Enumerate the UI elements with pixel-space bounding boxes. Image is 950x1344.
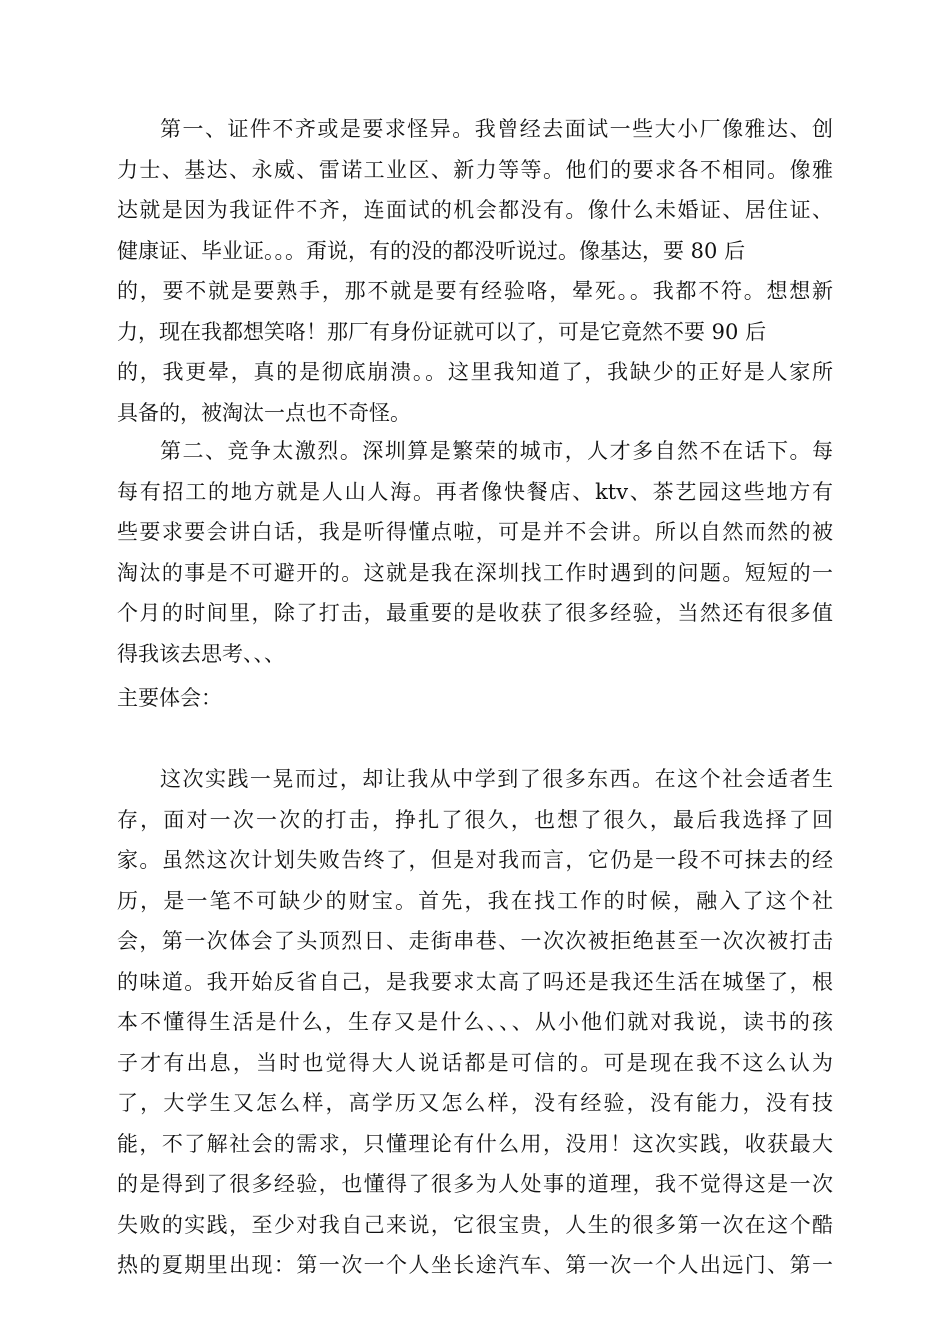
text-line: 得我该去思考、、、 <box>117 641 285 666</box>
text-line: 达就是因为我证件不齐，连面试的机会都没有。像什么未婚证、居住证、 <box>117 198 833 222</box>
text-line: 历，是一笔不可缺少的财宝。首先，我在找工作的时候，融入了这个社 <box>117 888 833 913</box>
text-line: 的味道。我开始反省自己，是我要求太高了吗还是我还生活在城堡了，根 <box>117 969 833 994</box>
paragraph-reflection <box>117 759 833 1286</box>
heading-main-experience: 主要体会： <box>117 686 222 710</box>
text-line: 第一、证件不齐或是要求怪异。我曾经去面试一些大小厂像雅达、创 <box>160 117 833 141</box>
section-heading <box>117 678 833 719</box>
text-line: 这次实践一晃而过，却让我从中学到了很多东西。在这个社会适者生 <box>160 767 833 791</box>
text-line: 的，我更晕，真的是彻底崩溃。。这里我知道了，我缺少的正好是人家所 <box>117 360 833 384</box>
text-line: 力，现在我都想笑咯！那厂有身份证就可以了，可是它竟然不要 90 后 <box>117 319 767 344</box>
text-line: 热的夏期里出现：第一次一个人坐长途汽车、第一次一个人出远门、第一 <box>117 1253 833 1277</box>
text-line: 的，要不就是要熟手，那不就是要有经验咯，晕死。。我都不符。想想新 <box>117 279 833 303</box>
text-line: 子才有出息，当时也觉得大人说话都是可信的。可是现在我不这么认为 <box>117 1050 833 1075</box>
text-line: 失败的实践，至少对我自己来说，它很宝贵，人生的很多第一次在这个酷 <box>117 1212 833 1237</box>
text-line: 力士、基达、永威、雷诺工业区、新力等等。他们的要求各不相同。像雅 <box>117 157 833 182</box>
text-line: 每有招工的地方就是人山人海。再者像快餐店、ktv、茶艺园这些地方有 <box>117 479 833 504</box>
paragraph-competition <box>117 431 833 674</box>
text-line: 了，大学生又怎么样，高学历又怎么样，没有经验，没有能力，没有技 <box>117 1091 833 1115</box>
text-line: 淘汰的事是不可避开的。这就是我在深圳找工作时遇到的问题。短短的一 <box>117 560 833 585</box>
text-line: 存，面对一次一次的打击，挣扎了很久，也想了很久，最后我选择了回 <box>117 807 833 832</box>
text-line: 些要求要会讲白话，我是听得懂点啦，可是并不会讲。所以自然而然的被 <box>117 520 833 544</box>
text-line: 本不懂得生活是什么，生存又是什么、、、从小他们就对我说，读书的孩 <box>117 1010 833 1034</box>
text-line: 能，不了解社会的需求，只懂理论有什么用，没用！这次实践，收获最大 <box>117 1131 833 1156</box>
paragraph-certificates <box>117 109 833 433</box>
text-line: 具备的，被淘汰一点也不奇怪。 <box>117 400 411 425</box>
text-line: 会，第一次体会了头顶烈日、走街串巷、一次次被拒绝甚至一次次被打击 <box>117 929 833 953</box>
text-line: 第二、竞争太激烈。深圳算是繁荣的城市，人才多自然不在话下。每 <box>160 439 833 463</box>
text-line: 健康证、毕业证。。。甭说，有的没的都没听说过。像基达，要 80 后 <box>117 238 746 263</box>
text-line: 个月的时间里，除了打击，最重要的是收获了很多经验，当然还有很多值 <box>117 601 833 625</box>
text-line: 家。虽然这次计划失败告终了，但是对我而言，它仍是一段不可抹去的经 <box>117 848 833 872</box>
text-line: 的是得到了很多经验，也懂得了很多为人处事的道理，我不觉得这是一次 <box>117 1172 833 1196</box>
